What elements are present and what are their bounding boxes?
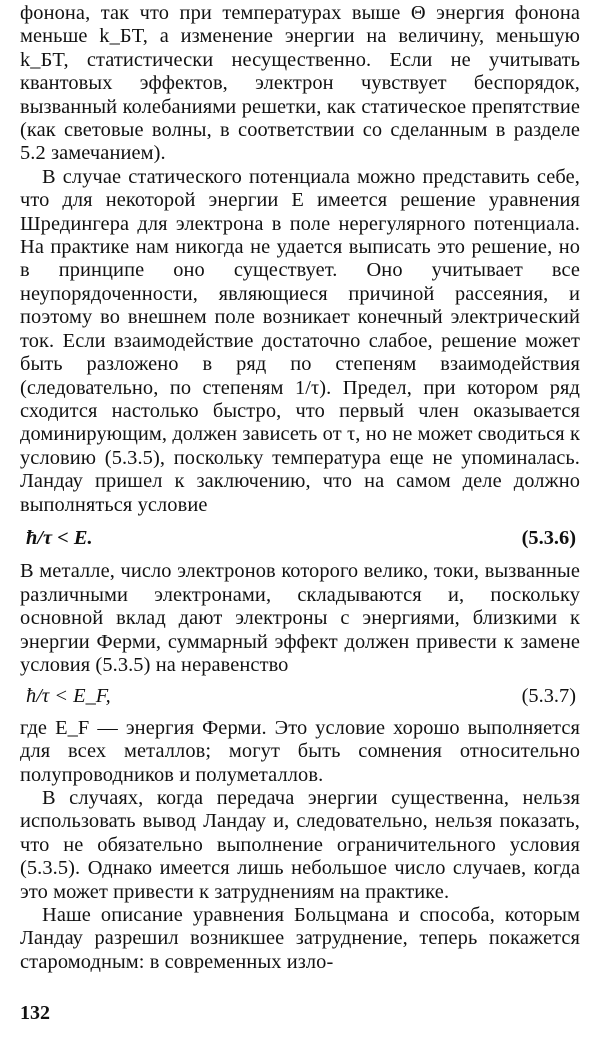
paragraph-3: В металле, число электронов которого велико, токи, вызванные различными электронами, складываются и, поскольку основной вклад дают электроны с энергиями, близкими к энергии Ферми, суммарный эффект должен привести к замене условия (5.3.5) на неравенство — [20, 560, 580, 676]
equation-number: (5.3.7) — [521, 685, 576, 708]
equation-formula: ħ/τ < E. — [26, 526, 93, 549]
page-body — [20, 2, 580, 974]
equation-5-3-7 — [20, 685, 580, 708]
paragraph-4: где E_F — энергия Ферми. Это условие хорошо выполняется для всех металлов; могут быть сомнения относительно полупроводников и полуметаллов. — [20, 716, 580, 786]
paragraph-1: фонона, так что при температурах выше Θ энергия фонона меньше k_БT, а изменение энергии на величину, меньшую k_БT, статистически несущественно. Если не учитывать квантовых эффектов, электрон чувствует беспорядок, вызванный колебаниями решетки, как статическое препятствие (как световые волны, в соответствии со сделанным в разделе 5.2 замечанием). — [20, 2, 580, 165]
equation-number: (5.3.6) — [521, 526, 576, 549]
page-number: 132 — [20, 1002, 50, 1024]
paragraph-5: В случаях, когда передача энергии существенна, нельзя использовать вывод Ландау и, следовательно, нельзя показать, что не обязательно выполнение ограничительного условия (5.3.5). Однако имеется лишь небольшое число случаев, когда это может привести к затруднениям на практике. — [20, 787, 580, 903]
equation-formula: ħ/τ < E_F, — [26, 685, 111, 708]
paragraph-2: В случае статического потенциала можно представить себе, что для некоторой энергии E имеется решение уравнения Шредингера для электрона в поле нерегулярного потенциала. На практике нам никогда не удается выписать это решение, но в принципе оно существует. Оно учитывает все неупорядоченности, являющиеся причиной рассеяния, и поэтому во внешнем поле возникает конечный электрический ток. Если взаимодействие достаточно слабое, решение может быть разложено в ряд по степеням взаимодействия (следовательно, по степеням 1/τ). Предел, при котором ряд сходится настолько быстро, что первый член оказывается доминирующим, должен зависеть от τ, но не может сводиться к условию (5.3.5), поскольку температура еще не упоминалась. Ландау пришел к заключению, что на самом деле должно выполняться условие — [20, 165, 580, 516]
paragraph-6: Наше описание уравнения Больцмана и способа, которым Ландау разрешил возникшее затруднение, теперь покажется старомодным: в современных изло- — [20, 904, 580, 973]
equation-5-3-6 — [20, 527, 580, 550]
